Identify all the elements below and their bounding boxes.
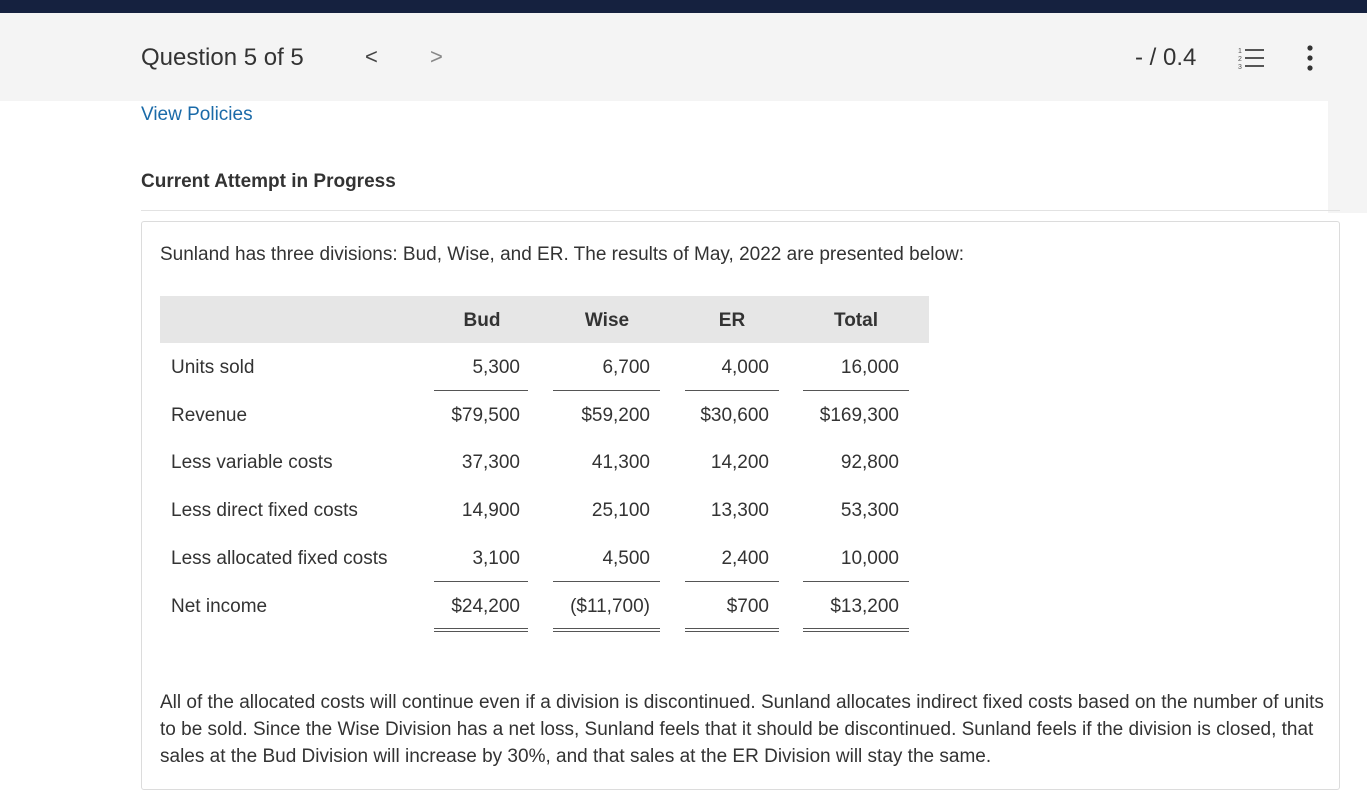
double-underline bbox=[553, 628, 660, 632]
table-cell: 53,300 bbox=[840, 500, 899, 521]
table-cell: 37,300 bbox=[461, 452, 520, 473]
column-header-bud: Bud bbox=[463, 310, 501, 331]
underline bbox=[434, 581, 528, 582]
table-cell: $79,500 bbox=[451, 405, 520, 426]
column-header-wise: Wise bbox=[584, 310, 630, 331]
table-cell: 4,500 bbox=[602, 548, 650, 569]
table-cell: 13,300 bbox=[710, 500, 769, 521]
table-cell: $13,200 bbox=[830, 596, 899, 617]
row-label-net-income: Net income bbox=[171, 596, 268, 617]
attempt-status: Current Attempt in Progress bbox=[141, 171, 396, 192]
section-divider bbox=[141, 210, 1340, 211]
problem-intro: Sunland has three divisions: Bud, Wise, and ER. The results of May, 2022 are presented below: bbox=[160, 244, 965, 265]
underline bbox=[685, 390, 779, 391]
table-cell: 6,700 bbox=[602, 357, 650, 378]
more-vertical-icon[interactable] bbox=[1303, 44, 1317, 72]
view-policies-link[interactable]: View Policies bbox=[141, 104, 253, 125]
question-label: Question 5 of 5 bbox=[141, 44, 304, 71]
table-cell: 2,400 bbox=[721, 548, 769, 569]
underline bbox=[803, 581, 909, 582]
svg-text:1: 1 bbox=[1238, 48, 1242, 55]
table-cell: ($11,700) bbox=[570, 596, 650, 617]
column-header-total: Total bbox=[834, 310, 878, 331]
previous-question-button[interactable]: < bbox=[365, 44, 378, 69]
table-cell: 41,300 bbox=[591, 452, 650, 473]
table-cell: 92,800 bbox=[840, 452, 899, 473]
table-cell: 10,000 bbox=[840, 548, 899, 569]
row-label-variable-costs: Less variable costs bbox=[171, 452, 333, 473]
table-cell: 3,100 bbox=[472, 548, 520, 569]
table-cell: $700 bbox=[726, 596, 769, 617]
table-cell: 5,300 bbox=[472, 357, 520, 378]
row-label-units-sold: Units sold bbox=[171, 357, 255, 378]
row-label-revenue: Revenue bbox=[171, 405, 248, 426]
underline bbox=[434, 390, 528, 391]
row-label-allocated-fixed-costs: Less allocated fixed costs bbox=[171, 548, 388, 569]
header-side-strip bbox=[1328, 101, 1367, 213]
svg-text:3: 3 bbox=[1238, 64, 1242, 70]
table-cell: 14,200 bbox=[710, 452, 769, 473]
next-question-button[interactable]: > bbox=[430, 44, 443, 69]
table-cell: 16,000 bbox=[840, 357, 899, 378]
double-underline bbox=[803, 628, 909, 632]
double-underline bbox=[434, 628, 528, 632]
table-cell: $24,200 bbox=[451, 596, 520, 617]
underline bbox=[553, 390, 660, 391]
underline bbox=[803, 390, 909, 391]
top-bar bbox=[0, 0, 1367, 13]
underline bbox=[553, 581, 660, 582]
svg-text:2: 2 bbox=[1238, 56, 1242, 63]
table-cell: $30,600 bbox=[700, 405, 769, 426]
row-label-direct-fixed-costs: Less direct fixed costs bbox=[171, 500, 358, 521]
table-cell: 14,900 bbox=[461, 500, 520, 521]
underline bbox=[685, 581, 779, 582]
list-icon[interactable] bbox=[1238, 46, 1264, 70]
table-cell: 25,100 bbox=[591, 500, 650, 521]
score-display: - / 0.4 bbox=[1135, 44, 1197, 71]
double-underline bbox=[685, 628, 779, 632]
table-cell: 4,000 bbox=[721, 357, 769, 378]
table-cell: $59,200 bbox=[581, 405, 650, 426]
table-cell: $169,300 bbox=[819, 405, 899, 426]
column-header-er: ER bbox=[718, 310, 746, 331]
problem-paragraph: All of the allocated costs will continue even if a division is discontinued. Sunland allocates indirect fixed costs based on the number of units to be sold. Since the Wise Division has a net loss, Sunland feels that it should be discontinued. Sunland feels if the division is closed, that sales at the Bud Division will increase by 30%, and that sales at the ER Division will stay the same. bbox=[160, 692, 1324, 767]
